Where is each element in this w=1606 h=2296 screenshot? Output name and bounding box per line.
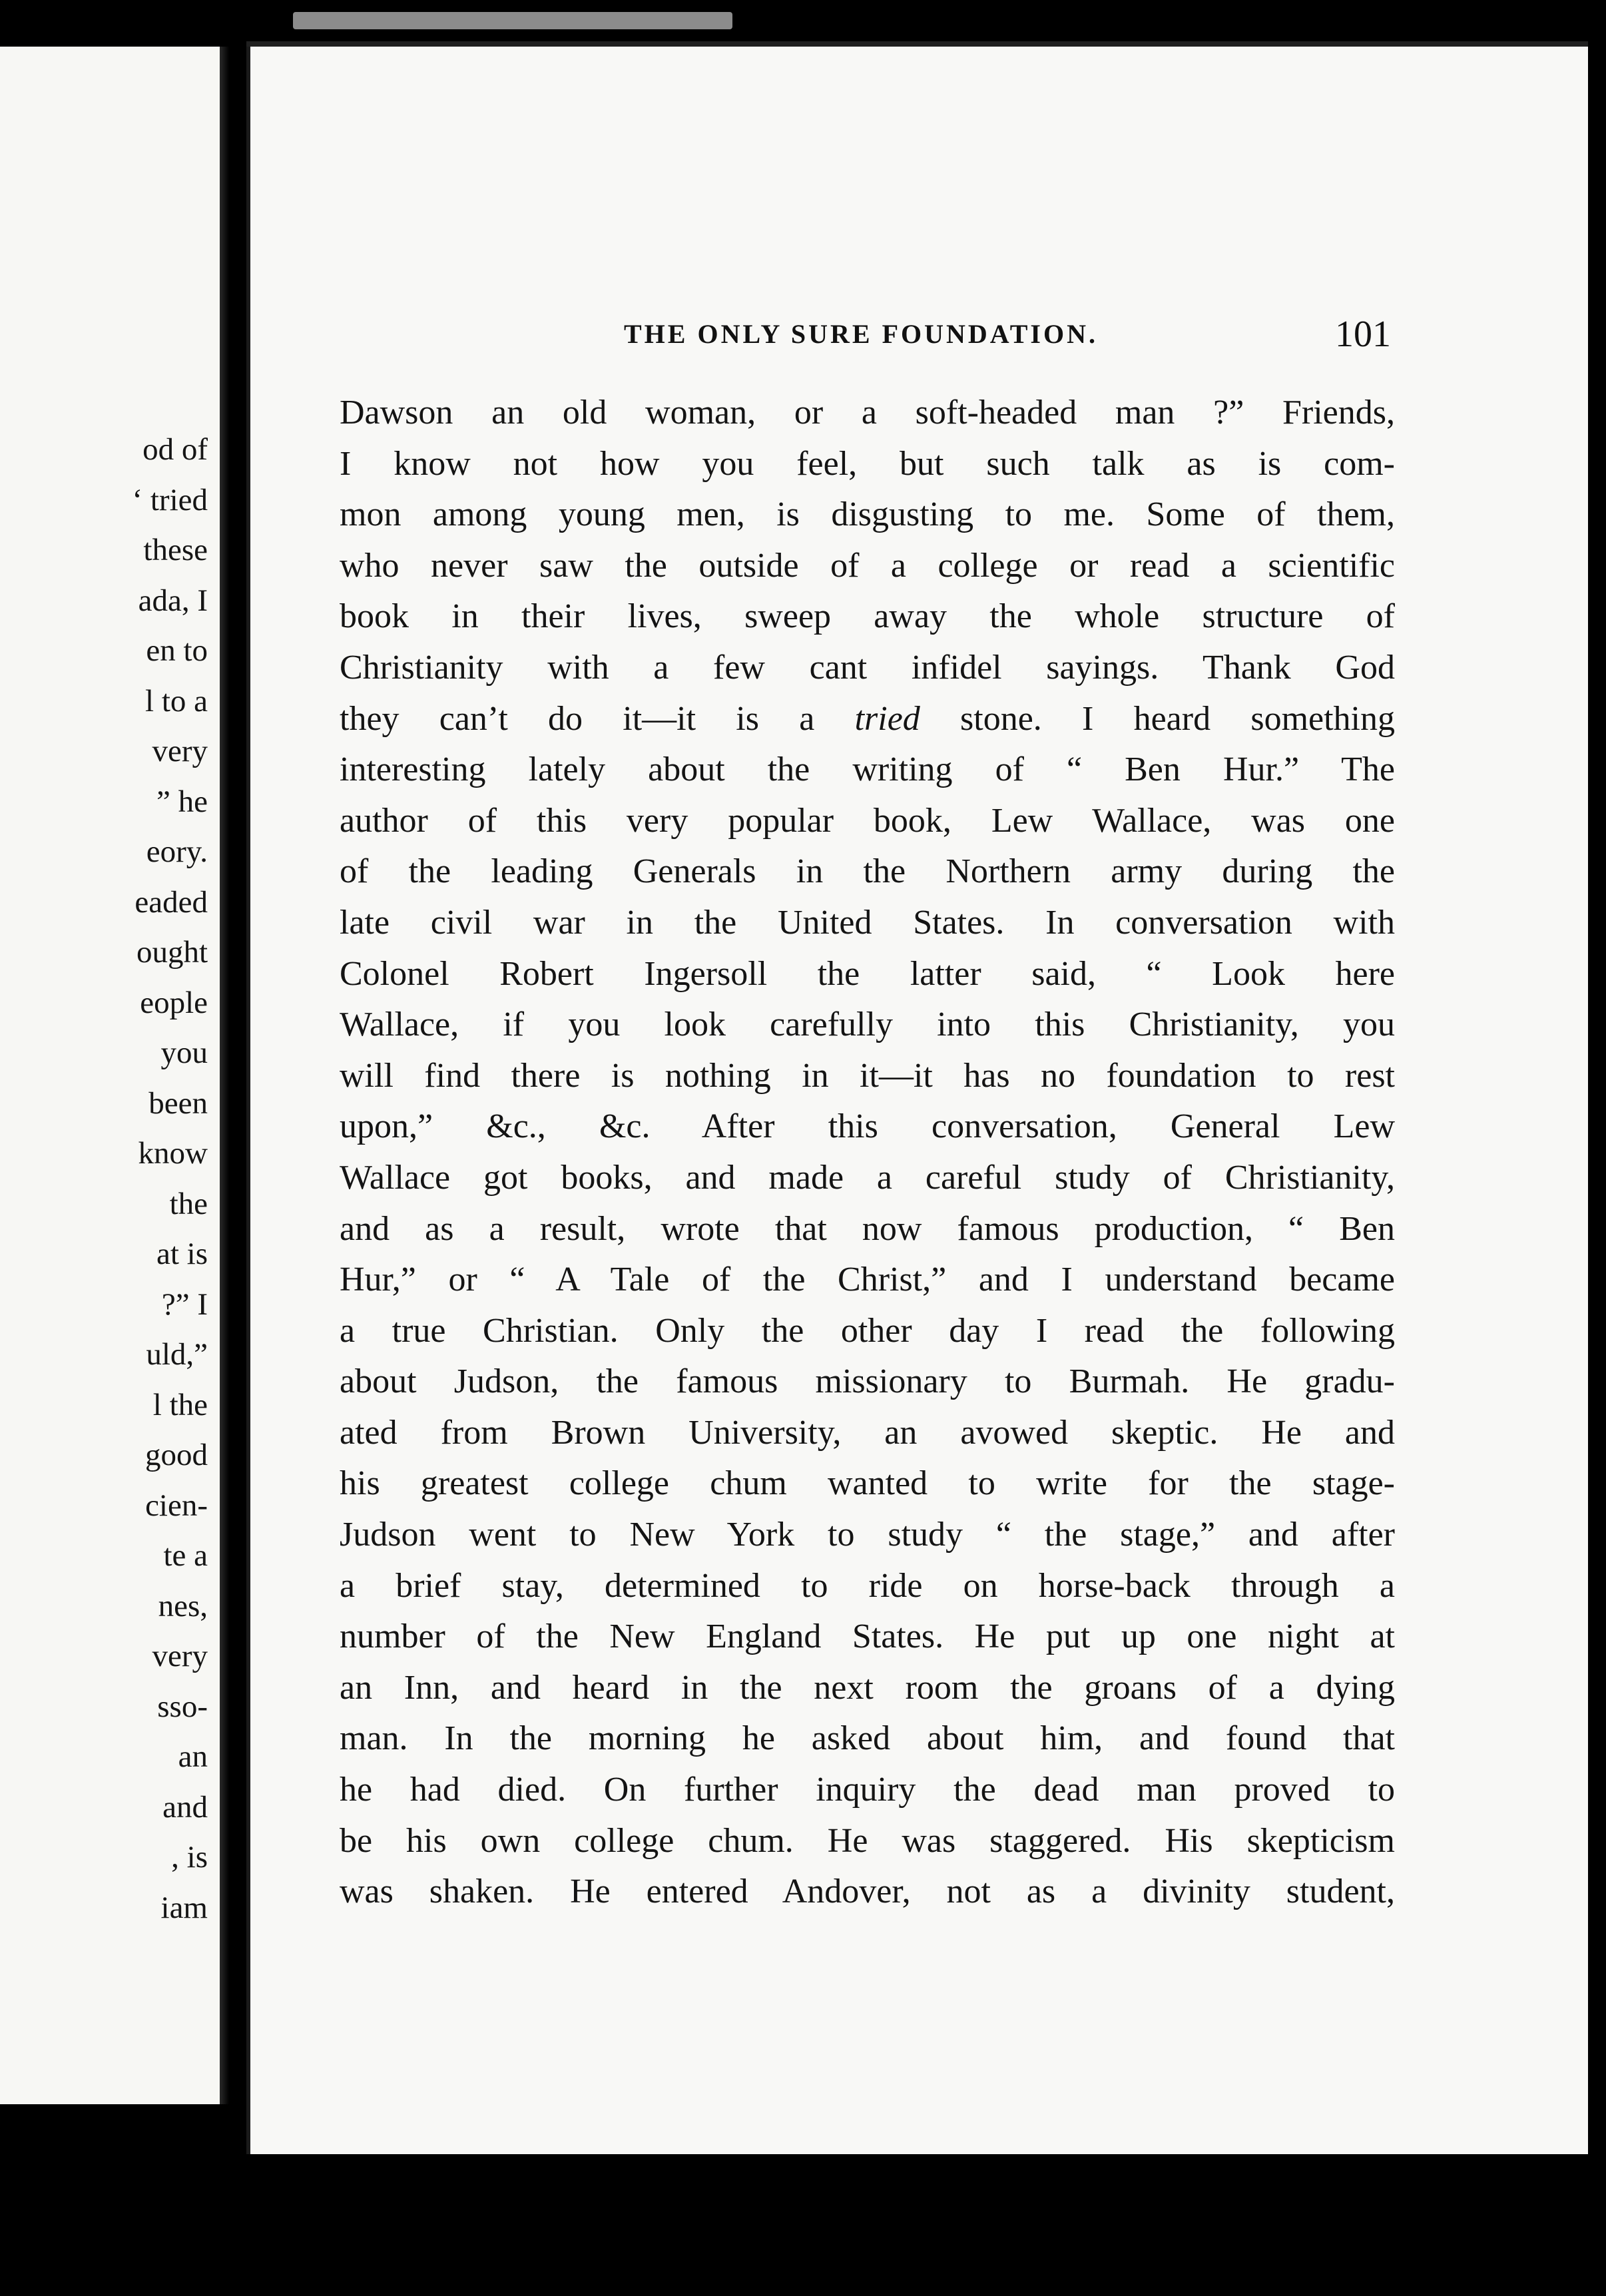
- previous-page-line: ada, I: [138, 583, 208, 618]
- text-line: be his own college chum. He was staggered. His skepticism: [340, 1821, 1395, 1860]
- previous-page-line: ‘ tried: [132, 482, 208, 517]
- previous-page-line: te a: [163, 1538, 208, 1573]
- running-header: THE ONLY SURE FOUNDATION.: [624, 319, 1098, 349]
- text-line: number of the New England States. He put up one night at: [340, 1617, 1395, 1656]
- text-line: a brief stay, determined to ride on horse-back through a: [340, 1566, 1395, 1605]
- previous-page-line: ” he: [156, 784, 208, 819]
- previous-page-line: the: [169, 1186, 208, 1221]
- text-line: they can’t do it—it is a tried stone. I heard something: [340, 699, 1395, 738]
- previous-page-line: very: [152, 734, 208, 768]
- previous-page-line: know: [138, 1136, 208, 1171]
- text-line: I know not how you feel, but such talk as is com-: [340, 444, 1395, 483]
- previous-page-line: been: [148, 1085, 208, 1121]
- text-line: Dawson an old woman, or a soft-headed man ?” Friends,: [340, 394, 1395, 431]
- text-line: man. In the morning he asked about him, and found that: [340, 1719, 1395, 1758]
- text-line: of the leading Generals in the Northern army during the: [340, 852, 1395, 891]
- previous-page-line: eople: [140, 985, 208, 1020]
- previous-page-line: good: [145, 1438, 208, 1472]
- text-line: mon among young men, is disgusting to me. Some of them,: [340, 495, 1395, 534]
- text-line: who never saw the outside of a college or read a scientific: [340, 546, 1395, 585]
- previous-page-line: nes,: [158, 1588, 208, 1623]
- previous-page-line: od of: [142, 432, 208, 467]
- binding-strip: [293, 12, 732, 29]
- previous-page-line: and: [162, 1789, 208, 1825]
- previous-page-line: , is: [171, 1840, 208, 1874]
- text-line: Judson went to New York to study “ the stage,” and after: [340, 1516, 1395, 1554]
- previous-page-line: at is: [156, 1237, 208, 1271]
- previous-page: [0, 47, 220, 2104]
- text-line: ated from Brown University, an avowed skeptic. He and: [340, 1413, 1395, 1452]
- previous-page-line: ?” I: [161, 1287, 208, 1322]
- previous-page-line: en to: [146, 633, 208, 668]
- previous-page-text: [8, 425, 208, 1933]
- previous-page-line: eaded: [134, 884, 208, 920]
- previous-page-line: l to a: [145, 683, 208, 718]
- previous-page-line: you: [160, 1035, 208, 1070]
- text-line: upon,” &c., &c. After this conversation, General Lew: [340, 1107, 1395, 1146]
- text-line: late civil war in the United States. In conversation with: [340, 903, 1395, 942]
- previous-page-line: sso-: [157, 1689, 208, 1724]
- previous-page-line: cien-: [145, 1488, 208, 1523]
- italic-emphasis: tried: [854, 699, 920, 738]
- text-line: about Judson, the famous missionary to Burmah. He gradu-: [340, 1362, 1395, 1401]
- previous-page-line: ought: [136, 935, 208, 970]
- text-line: Wallace got books, and made a careful study of Christianity,: [340, 1158, 1395, 1197]
- text-line: an Inn, and heard in the next room the groans of a dying: [340, 1668, 1395, 1707]
- previous-page-line: these: [143, 533, 208, 567]
- text-line: Wallace, if you look carefully into this Christianity, you: [340, 1005, 1395, 1044]
- previous-page-line: uld,”: [146, 1337, 208, 1372]
- text-line: was shaken. He entered Andover, not as a divinity student,: [340, 1872, 1395, 1911]
- page-body-text: [340, 388, 1395, 1918]
- previous-page-line: iam: [160, 1890, 208, 1925]
- text-line: his greatest college chum wanted to write for the stage-: [340, 1464, 1395, 1503]
- text-line: book in their lives, sweep away the whole structure of: [340, 597, 1395, 636]
- text-line: he had died. On further inquiry the dead man proved to: [340, 1771, 1395, 1809]
- text-line: author of this very popular book, Lew Wallace, was one: [340, 801, 1395, 840]
- text-line: will find there is nothing in it—it has no foundation to rest: [340, 1056, 1395, 1095]
- page-number: 101: [1335, 314, 1391, 355]
- text-line: Hur,” or “ A Tale of the Christ,” and I understand became: [340, 1261, 1395, 1299]
- page-gutter: [220, 47, 229, 2104]
- previous-page-line: l the: [152, 1387, 208, 1422]
- text-line: a true Christian. Only the other day I read the following: [340, 1311, 1395, 1350]
- text-line: Colonel Robert Ingersoll the latter said, “ Look here: [340, 954, 1395, 993]
- previous-page-line: eory.: [146, 834, 208, 869]
- previous-page-line: an: [178, 1739, 208, 1774]
- text-line: and as a result, wrote that now famous production, “ Ben: [340, 1209, 1395, 1248]
- text-line: Christianity with a few cant infidel sayings. Thank God: [340, 648, 1395, 687]
- previous-page-line: very: [152, 1639, 208, 1673]
- text-line: interesting lately about the writing of “ Ben Hur.” The: [340, 750, 1395, 789]
